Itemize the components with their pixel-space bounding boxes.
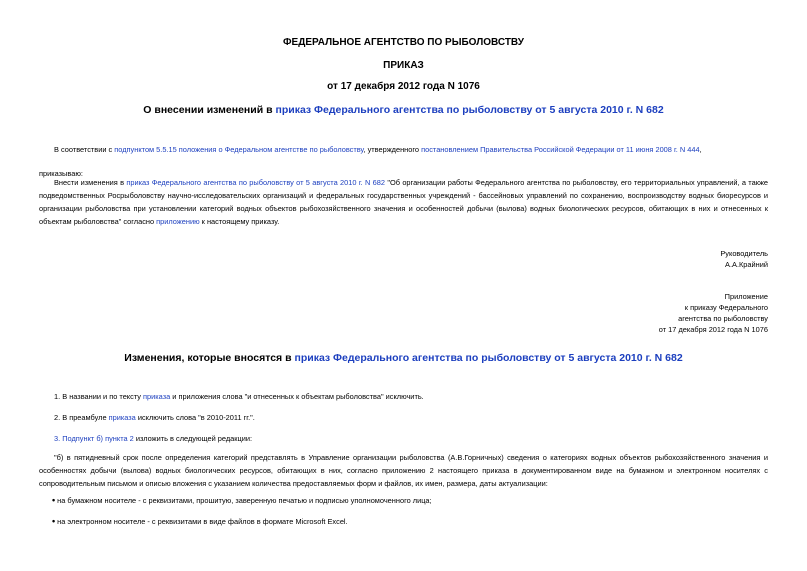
order-682-link[interactable]: приказ Федерального агентства по рыболовству от 5 августа 2010 г. N 682 bbox=[275, 104, 664, 116]
subclause-b-link[interactable]: Подпункт б) bbox=[62, 434, 104, 443]
item-2-text-a: 2. В преамбуле bbox=[54, 413, 109, 422]
preamble-text-2: , утвержденного bbox=[363, 145, 422, 154]
preamble-paragraph bbox=[54, 143, 774, 156]
preamble-text-1: В соответствии с bbox=[54, 145, 115, 154]
item-3-text-b: изложить в следующей редакции: bbox=[133, 434, 253, 443]
item-1-text-b: и приложения слова "и отнесенных к объектам рыболовства" исключить. bbox=[170, 392, 424, 401]
bullet-paper bbox=[52, 494, 768, 507]
main-text-1: Внести изменения в bbox=[54, 178, 127, 187]
order-title bbox=[0, 104, 807, 116]
appendix-label: Приложение bbox=[724, 292, 768, 301]
item-3-number: 3. bbox=[54, 434, 63, 443]
main-paragraph bbox=[39, 176, 768, 228]
changes-order-682-link[interactable]: приказ Федерального агентства по рыболовству от 5 августа 2010 г. N 682 bbox=[294, 352, 683, 364]
bullet-paper-text: на бумажном носителе - с реквизитами, прошитую, заверенную печатью и подписью уполномоченного лица; bbox=[57, 496, 432, 505]
document-type: ПРИКАЗ bbox=[383, 60, 424, 71]
changes-title bbox=[0, 352, 807, 364]
preamble-text-3: , bbox=[699, 145, 702, 154]
bullet-electronic bbox=[52, 515, 768, 528]
order-title-prefix: О внесении изменений в bbox=[143, 104, 276, 116]
order-word: приказываю: bbox=[39, 169, 83, 178]
item-2 bbox=[54, 411, 768, 424]
signer-name: А.А.Крайний bbox=[725, 260, 768, 269]
signer-role: Руководитель bbox=[720, 249, 768, 258]
agency-heading: ФЕДЕРАЛЬНОЕ АГЕНТСТВО ПО РЫБОЛОВСТВУ bbox=[283, 37, 524, 48]
bullet-electronic-text: на электронном носителе - с реквизитами в виде файлов в формате Microsoft Excel. bbox=[57, 517, 348, 526]
appendix-link[interactable]: приложению bbox=[156, 217, 200, 226]
appendix-line-4: от 17 декабря 2012 года N 1076 bbox=[658, 325, 768, 334]
item-1-text-a: 1. В названии и по тексту bbox=[54, 392, 144, 401]
bullet-dot-icon: • bbox=[52, 516, 56, 526]
item-1 bbox=[54, 390, 768, 403]
item-3 bbox=[54, 432, 768, 445]
appendix-line-3: агентства по рыболовству bbox=[678, 314, 768, 323]
main-text-2: "Об организации работы Федерального агентства по рыболовству, его территориальных управлений, а также подведомственных Росрыболовству научно-исследовательских организаций и федеральных государственных учреждений - бассейновых управлений по сохранению, воспроизводству водных биоресурсов и организации рыболовства при установлении категорий водных объектов рыбохозяйственного значения и особенностей добычи (вылова) водных биологических ресурсов, обитающих в них и отнесенных к объектам рыболовства" согласно bbox=[39, 178, 768, 226]
government-decree-link[interactable]: постановлением Правительства Российской Федерации от 11 июня 2008 г. N 444 bbox=[421, 145, 700, 154]
bullet-dot-icon: • bbox=[52, 495, 56, 505]
changes-title-prefix: Изменения, которые вносятся в bbox=[124, 352, 295, 364]
subclause-5-5-15-link[interactable]: подпунктом 5.5.15 положения о Федеральном агентстве по рыболовству bbox=[114, 145, 364, 154]
order-682-link-body[interactable]: приказ Федерального агентства по рыболовству от 5 августа 2010 г. N 682 bbox=[126, 178, 386, 187]
clause-2-link[interactable]: пункта 2 bbox=[105, 434, 134, 443]
quoted-clause-b: "б) в пятидневный срок после определения категорий представлять в Управление организации рыболовства (А.В.Горничных) сведения о категориях водных объектов рыбохозяйственного значения и особенностях добычи (вылова) водных биологических ресурсов, обитающих в них, согласно приложению 2 настоящего приказа в документированном виде на бумажном и электронном носителях с сопроводительным письмом и описью вложения с указанием количества предоставляемых форм и файлов, их имен, размера, даты актуализации: bbox=[39, 453, 768, 488]
appendix-line-2: к приказу Федерального bbox=[684, 303, 768, 312]
main-text-3: к настоящему приказу. bbox=[199, 217, 280, 226]
order-date-number: от 17 декабря 2012 года N 1076 bbox=[327, 81, 480, 92]
item-1-order-link[interactable]: приказа bbox=[143, 392, 171, 401]
item-2-order-link[interactable]: приказа bbox=[108, 413, 136, 422]
item-2-text-b: исключить слова "в 2010-2011 гг.". bbox=[135, 413, 255, 422]
